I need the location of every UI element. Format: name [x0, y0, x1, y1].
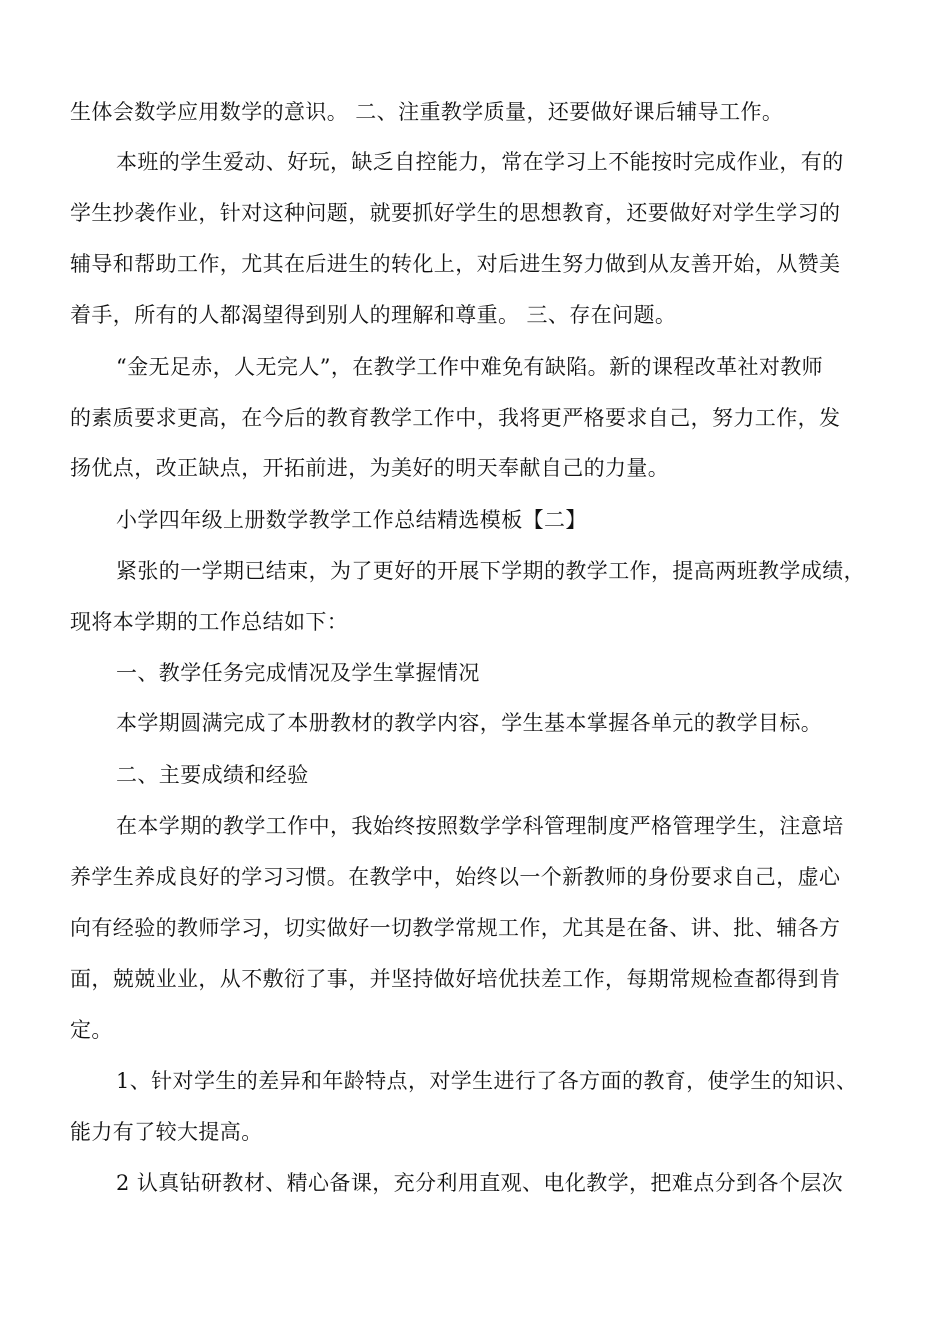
text-line-13: 本学期圆满完成了本册教材的教学内容，学生基本掌握各单元的教学目标。 — [116, 711, 823, 735]
text-line-11: 现将本学期的工作总结如下： — [70, 610, 349, 634]
text-line-1: 生体会数学应用数学的意识。 二、注重教学质量，还要做好课后辅导工作。 — [70, 100, 784, 124]
text-line-10: 紧张的一学期已结束，为了更好的开展下学期的教学工作，提高两班教学成绩， — [116, 559, 865, 583]
text-line-19: 定。 — [70, 1018, 113, 1042]
text-line-6: “金无足赤，人无完人”，在教学工作中难免有缺陷。新的课程改革社对教师 — [116, 355, 824, 379]
text-line-18: 面，兢兢业业，从不敷衍了事，并坚持做好培优扶差工作，每期常规检查都得到肯 — [70, 967, 841, 991]
text-line-21: 能力有了较大提高。 — [70, 1120, 263, 1144]
subheading-2: 二、主要成绩和经验 — [116, 763, 309, 787]
text-line-2: 本班的学生爱动、好玩，缺乏自控能力，常在学习上不能按时完成作业，有的 — [116, 150, 844, 174]
section-heading: 小学四年级上册数学教学工作总结精选模板【二】 — [116, 508, 587, 532]
text-line-7: 的素质要求更高，在今后的教育教学工作中，我将更严格要求自己，努力工作，发 — [70, 406, 841, 430]
text-line-20: 1、针对学生的差异和年龄特点，对学生进行了各方面的教育，使学生的知识、 — [116, 1069, 858, 1093]
text-line-8: 扬优点，改正缺点，开拓前进，为美好的明天奉献自己的力量。 — [70, 456, 670, 480]
text-line-15: 在本学期的教学工作中，我始终按照数学学科管理制度严格管理学生，注意培 — [116, 814, 844, 838]
text-line-16: 养学生养成良好的学习习惯。在教学中，始终以一个新教师的身份要求自己，虚心 — [70, 865, 841, 889]
text-line-5: 着手，所有的人都渴望得到别人的理解和尊重。 三、存在问题。 — [70, 303, 677, 327]
text-line-3: 学生抄袭作业，针对这种问题，就要抓好学生的思想教育，还要做好对学生学习的 — [70, 201, 841, 225]
text-line-22: 2 认真钻研教材、精心备课，充分利用直观、电化教学，把难点分到各个层次 — [116, 1171, 844, 1195]
text-line-17: 向有经验的教师学习，切实做好一切教学常规工作，尤其是在备、讲、批、辅各方 — [70, 916, 841, 940]
text-line-4: 辅导和帮助工作，尤其在后进生的转化上，对后进生努力做到从友善开始，从赞美 — [70, 252, 841, 276]
subheading-1: 一、教学任务完成情况及学生掌握情况 — [116, 661, 480, 685]
